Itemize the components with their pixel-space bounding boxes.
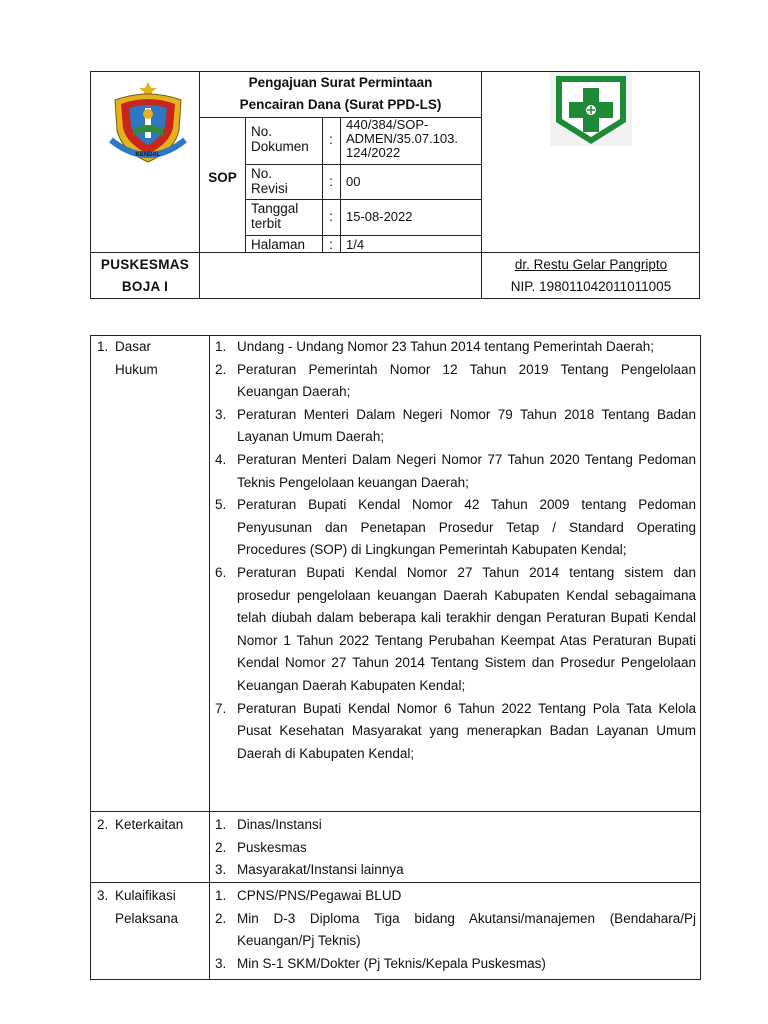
section-number: 2. — [97, 817, 109, 832]
kendal-regency-logo — [105, 78, 191, 168]
grid-line — [91, 811, 700, 812]
meta-value-line: 1/4 — [346, 237, 365, 252]
meta-value-line: 00 — [346, 174, 361, 189]
meta-label-doc-number — [251, 124, 309, 154]
sop-label: SOP — [208, 170, 237, 185]
section-label-line: Pelaksana — [115, 910, 179, 926]
meta-colon: : — [329, 132, 333, 147]
list-item-text: Masyarakat/Instansi lainnya — [237, 862, 404, 878]
meta-value-line: ADMEN/35.07.103. — [346, 131, 459, 146]
meta-value-line: 15-08-2022 — [346, 209, 413, 224]
meta-value-issue-date — [346, 210, 413, 224]
related-parties-list — [212, 814, 696, 882]
document-title — [200, 72, 481, 117]
section-number: 3. — [97, 888, 109, 903]
list-item: 1. Undang - Undang Nomor 23 Tahun 2014 tentang Pemerintah Daerah; — [215, 339, 655, 354]
list-item: 2. Peraturan Pemerintah Nomor 12 Tahun 2019 Tentang Pengelolaan Keuangan Daerah; — [215, 361, 696, 400]
meta-colon: : — [329, 174, 333, 189]
section-label-qualification — [97, 885, 207, 930]
list-item: 5. Peraturan Bupati Kendal Nomor 42 Tahun 2009 tentang Pedoman Penyusunan dan Penetapan Prosedur Tetap / Standard Operating Procedures (SOP) di Lingkungan Pemerintah Kabupaten Kendal; — [215, 497, 696, 558]
list-item-text: Peraturan Menteri Dalam Negeri Nomor 79 Tahun 2018 Tentang Badan Layanan Umum Daerah; — [237, 406, 696, 445]
list-item-text: Peraturan Bupati Kendal Nomor 6 Tahun 2022 Tentang Pola Tata Kelola Pusat Kesehatan Masyarakat yang menerapkan Badan Layanan Umum Daerah di Kabupaten Kendal; — [237, 700, 696, 761]
organization-name — [91, 254, 199, 298]
section-number: 1. — [97, 339, 109, 354]
list-item-text: Min D-3 Diploma Tiga bidang Akutansi/manajemen (Bendahara/Pj Keuangan/Pj Teknis) — [237, 910, 696, 949]
list-item: 3. Peraturan Menteri Dalam Negeri Nomor 79 Tahun 2018 Tentang Badan Layanan Umum Daerah; — [215, 406, 696, 445]
title-line-1: Pengajuan Surat Permintaan — [248, 75, 433, 90]
list-item-text: Peraturan Menteri Dalam Negeri Nomor 77 Tahun 2020 Tentang Pedoman Teknis Pengelolaan keuangan Daerah; — [237, 451, 696, 490]
list-item: 1. CPNS/PNS/Pegawai BLUD — [215, 888, 402, 903]
grid-line — [245, 235, 482, 236]
organization-line-1: PUSKESMAS — [100, 257, 190, 272]
list-item-text: Peraturan Pemerintah Nomor 12 Tahun 2019 Tentang Pengelolaan Keuangan Daerah; — [237, 361, 696, 400]
grid-line — [245, 117, 246, 253]
grid-line — [91, 882, 700, 883]
list-item: 3. Min S-1 SKM/Dokter (Pj Teknis/Kepala Puskesmas) — [215, 955, 546, 971]
meta-label-revision — [251, 166, 288, 196]
section-label-line: Hukum — [115, 361, 158, 377]
meta-label-line: terbit — [251, 216, 282, 231]
legal-basis-list — [212, 336, 696, 765]
meta-colon: : — [329, 237, 333, 252]
list-item-text: Puskesmas — [237, 839, 307, 855]
list-item-text: Min S-1 SKM/Dokter (Pj Teknis/Kepala Puskesmas) — [237, 955, 546, 971]
section-label-legal-basis — [97, 336, 207, 381]
list-item: 2. Puskesmas — [215, 839, 307, 855]
signatory-block — [482, 254, 700, 298]
list-item: 4. Peraturan Menteri Dalam Negeri Nomor 77 Tahun 2020 Tentang Pedoman Teknis Pengelolaan keuangan Daerah; — [215, 451, 696, 490]
meta-label-line: Halaman — [251, 237, 306, 252]
organization-line-2: BOJA I — [121, 279, 169, 294]
list-item: 2. Min D-3 Diploma Tiga bidang Akutansi/manajemen (Bendahara/Pj Keuangan/Pj Teknis) — [215, 910, 696, 949]
meta-label-page — [251, 237, 305, 252]
svg-text:KENDAL: KENDAL — [135, 152, 161, 158]
list-item-text: Peraturan Bupati Kendal Nomor 42 Tahun 2009 tentang Pedoman Penyusunan dan Penetapan Prosedur Tetap / Standard Operating Procedures (SOP) di Lingkungan Pemerintah Kabupaten Kendal; — [237, 497, 696, 558]
signatory-nip: NIP. 198011042011011005 — [510, 279, 672, 294]
meta-label-line: No. — [251, 124, 273, 139]
grid-line — [340, 117, 341, 253]
logo-cell — [91, 72, 199, 252]
qualification-list — [212, 885, 696, 975]
puskesmas-logo — [550, 72, 632, 146]
meta-label-line: Dokumen — [251, 139, 309, 154]
meta-label-issue-date — [251, 201, 298, 231]
title-line-2: Pencairan Dana (Surat PPD-LS) — [239, 97, 442, 112]
meta-label-line: Revisi — [251, 181, 288, 196]
meta-label-line: No. — [251, 166, 273, 181]
list-item-text: Undang - Undang Nomor 23 Tahun 2014 tentang Pemerintah Daerah; — [237, 339, 655, 354]
meta-label-line: Tanggal — [251, 201, 299, 216]
meta-value-revision — [346, 175, 360, 189]
grid-line — [245, 199, 482, 200]
list-item: 1. Dinas/Instansi — [215, 817, 322, 832]
signatory-name: dr. Restu Gelar Pangripto — [514, 257, 668, 272]
list-item: 6. Peraturan Bupati Kendal Nomor 27 Tahun 2014 tentang sistem dan prosedur pengelolaan keuangan Daerah Kabupaten Kendal sebagaimana telah diubah dalam beberapa kali terakhir dengan Peraturan Bupati Kendal Nomor 1 Tahun 2022 Tentang Perubahan Keempat Atas Peraturan Bupati Kendal Nomor 27 Tahun 2014 Tentang Sistem dan Prosedur Pengelolaan Keuangan Daerah Kabupaten Kendal; — [215, 564, 696, 693]
section-label-line: Kulaifikasi — [115, 888, 176, 903]
list-item: 7. Peraturan Bupati Kendal Nomor 6 Tahun 2022 Tentang Pola Tata Kelola Pusat Kesehatan Masyarakat yang menerapkan Badan Layanan Umum Daerah di Kabupaten Kendal; — [215, 700, 696, 761]
meta-value-line: 124/2022 — [346, 145, 401, 160]
meta-value-page — [346, 238, 364, 252]
grid-line — [91, 252, 699, 253]
section-label-line: Dasar — [115, 339, 152, 354]
meta-value-doc-number — [346, 118, 458, 160]
grid-line — [322, 117, 323, 253]
sop-header-table — [90, 71, 700, 299]
list-item-text: Peraturan Bupati Kendal Nomor 27 Tahun 2014 tentang sistem dan prosedur pengelolaan keuangan Daerah Kabupaten Kendal sebagaimana telah diubah dalam beberapa kali terakhir dengan Peraturan Bupati Kendal Nomor 1 Tahun 2022 Tentang Perubahan Keempat Atas Peraturan Bupati Kendal Nomor 27 Tahun 2014 Tentang Sistem dan Prosedur Pengelolaan Keuangan Daerah Kabupaten Kendal; — [237, 564, 696, 693]
puskesmas-logo-cell — [482, 72, 700, 252]
list-item-text: Dinas/Instansi — [237, 817, 322, 832]
section-label-line: Keterkaitan — [115, 817, 184, 832]
sop-content-table — [90, 335, 701, 980]
list-item: 3. Masyarakat/Instansi lainnya — [215, 862, 404, 878]
meta-value-line: 440/384/SOP- — [346, 117, 429, 132]
section-label-related-parties — [97, 814, 207, 837]
meta-colon: : — [329, 209, 333, 224]
list-item-text: CPNS/PNS/Pegawai BLUD — [237, 888, 402, 903]
grid-line — [245, 164, 482, 165]
